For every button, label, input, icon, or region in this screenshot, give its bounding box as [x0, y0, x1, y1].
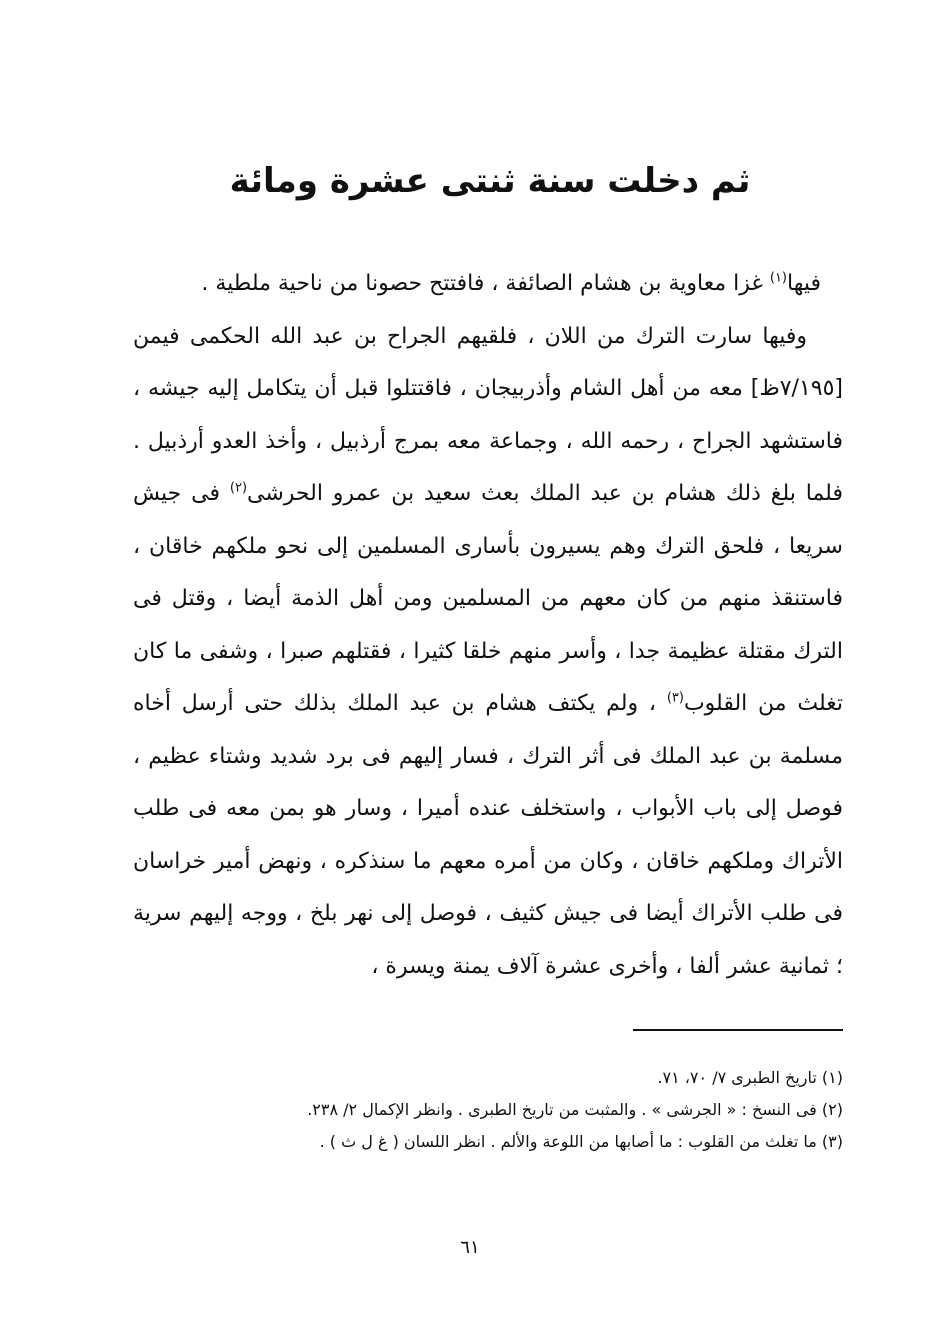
paragraph-1: [133, 258, 843, 311]
footnote-ref-2: (٢): [229, 480, 248, 496]
footnote-2: (٢) فى النسخ : « الجرشى » . والمثبت من تاريخ الطبرى . وانظر الإكمال ٢/ ٢٣٨.: [307, 1100, 843, 1119]
footnotes: [140, 1062, 843, 1158]
body-text: [133, 258, 843, 993]
paragraph-2-end: ، ولم يكتف هشام بن عبد الملك بذلك حتى أرسل أخاه مسلمة بن عبد الملك فى أثر الترك ، فسار إليهم فى برد شديد وشتاء عظيم ، فوصل إلى باب الأبواب ، واستخلف عنده أميرا ، وسار هو بمن معه فى طلب الأتراك وملكهم خاقان ، وكان من أمره معهم ما سنذكره ، ونهض أمير خراسان فى طلب الأتراك أيضا فى جيش كثيف ، فوصل إلى نهر بلخ ، ووجه إليهم سرية ؛ ثمانية عشر ألفا ، وأخرى عشرة آلاف يمنة ويسرة ،: [133, 691, 843, 979]
footnote-ref-1: (١): [769, 270, 787, 286]
page-number: ٦١: [460, 1237, 480, 1258]
footnote-3: (٣) ما تغلث من القلوب : ما أصابها من اللوعة والألم . انظر اللسان ( غ ل ث ) .: [319, 1132, 843, 1151]
paragraph-2: [133, 311, 843, 994]
footnote-separator: [633, 1029, 843, 1031]
paragraph-1-rest: غزا معاوية بن هشام الصائفة ، فافتتح حصونا من ناحية ملطية .: [201, 271, 770, 296]
paragraph-1-start: فيها: [787, 271, 821, 296]
paragraph-2-start: وفيها سارت الترك من اللان ، فلقيهم الجراح بن عبد الله الحكمى فيمن [٧/١٩٥ظ] معه من أهل الشام وأذربيجان ، فاقتتلوا قبل أن يتكامل إليه جيشه ، فاستشهد الجراح ، رحمه الله ، وجماعة معه بمرج أرذبيل ، وأخذ العدو أرذبيل . فلما بلغ ذلك هشام بن عبد الملك بعث سعيد بن عمرو الحرشى: [133, 323, 843, 506]
chapter-title: ثم دخلت سنة ثنتى عشرة ومائة: [229, 160, 751, 201]
paragraph-2-middle: فى جيش سريعا ، فلحق الترك وهم يسيرون بأسارى المسلمين إلى نحو ملكهم خاقان ، فاستنقذ منهم من كان معهم من المسلمين ومن أهل الذمة أيضا ، وقتل فى الترك مقتلة عظيمة جدا ، وأسر منهم خلقا كثيرا ، فقتلهم صبرا ، وشفى ما كان تغلث من القلوب: [133, 481, 843, 716]
footnote-ref-3: (٣): [666, 690, 684, 706]
footnote-1: (١) تاريخ الطبرى ٧/ ٧٠، ٧١.: [657, 1068, 843, 1087]
